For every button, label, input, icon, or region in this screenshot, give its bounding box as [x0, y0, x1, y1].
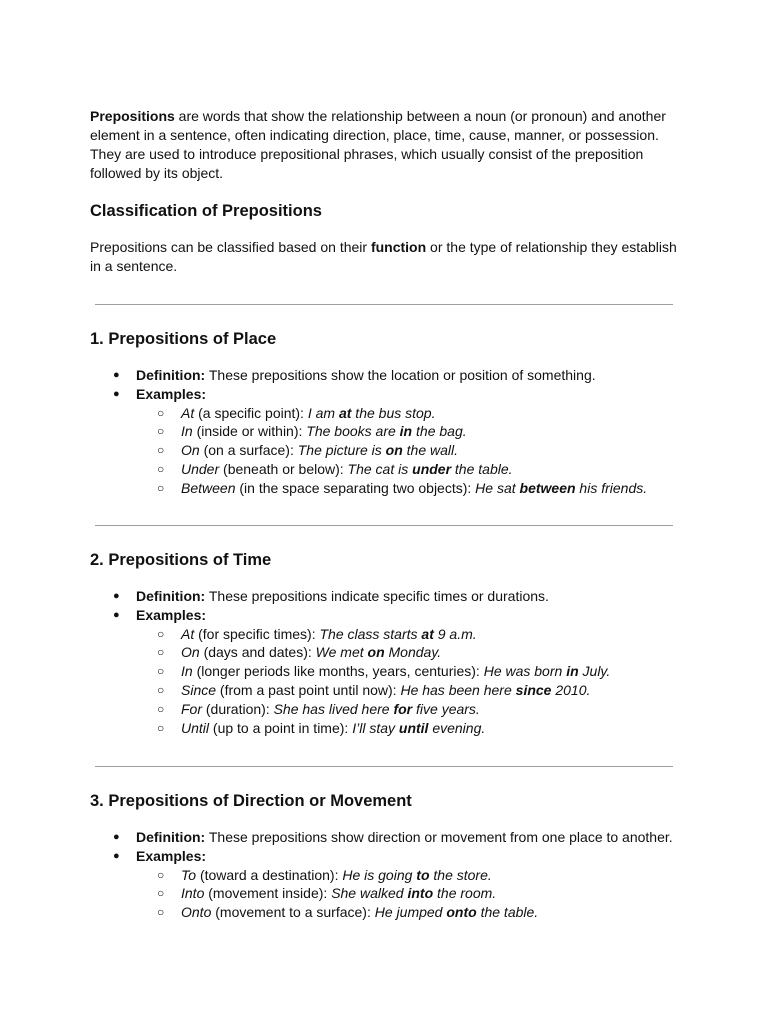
example-sentence-bold: into — [407, 885, 434, 902]
example-sentence-bold: on — [385, 442, 403, 459]
circle-bullet-icon: ○ — [157, 720, 165, 735]
circle-bullet-icon: ○ — [157, 701, 165, 716]
example-description: (in the space separating two objects): — [235, 479, 476, 496]
examples-label: Examples: — [136, 606, 207, 623]
intro-term: Prepositions — [90, 108, 175, 124]
example-description: (beneath or below): — [219, 460, 348, 477]
example-item — [90, 643, 710, 662]
section-list-direction — [90, 828, 710, 922]
circle-bullet-icon: ○ — [157, 645, 165, 660]
examples-item — [90, 606, 710, 738]
example-item — [90, 681, 710, 700]
example-word: At — [181, 625, 195, 642]
circle-bullet-icon: ○ — [157, 682, 165, 697]
example-description: (for specific times): — [194, 625, 320, 642]
bullet-icon: ● — [113, 831, 120, 843]
examples-list — [136, 404, 710, 498]
example-sentence — [400, 682, 590, 698]
example-sentence-post: July. — [578, 663, 611, 680]
section-heading-place: 1. Prepositions of Place — [90, 330, 277, 348]
example-sentence-post: the table. — [451, 460, 513, 477]
circle-bullet-icon: ○ — [157, 405, 165, 420]
example-sentence-bold: between — [519, 479, 576, 496]
example-word: Since — [181, 681, 217, 698]
example-sentence — [306, 423, 466, 439]
example-sentence-pre: The cat is — [347, 460, 413, 477]
example-item — [90, 719, 710, 738]
example-description: (up to a point in time): — [209, 719, 353, 736]
example-description: (days and dates): — [199, 644, 316, 661]
example-sentence-post: the wall. — [402, 442, 459, 459]
example-sentence — [352, 720, 485, 736]
example-sentence — [331, 885, 496, 901]
circle-bullet-icon: ○ — [157, 461, 165, 476]
example-sentence-pre: I’ll stay — [352, 719, 399, 736]
example-word: Under — [181, 460, 220, 477]
circle-bullet-icon: ○ — [157, 905, 165, 920]
example-sentence-bold: on — [367, 644, 385, 661]
example-word: In — [181, 423, 193, 440]
definition-text: These prepositions show the location or position of something. — [205, 367, 596, 383]
example-item — [90, 884, 710, 903]
example-word: At — [181, 404, 195, 421]
example-sentence-bold: at — [338, 404, 352, 421]
definition-label: Definition: — [136, 367, 206, 383]
circle-bullet-icon: ○ — [157, 626, 165, 641]
example-word: In — [181, 663, 193, 680]
example-sentence-bold: under — [412, 460, 452, 477]
section-heading-time: 2. Prepositions of Time — [90, 551, 272, 569]
example-description: (movement inside): — [204, 885, 332, 902]
example-word: Between — [181, 479, 236, 496]
circle-bullet-icon: ○ — [157, 664, 165, 679]
example-sentence — [298, 442, 458, 458]
section-list-place — [90, 366, 710, 498]
example-item — [90, 903, 710, 922]
example-sentence-pre: He sat — [475, 479, 520, 496]
definition-item — [90, 366, 710, 385]
circle-bullet-icon: ○ — [157, 867, 165, 882]
example-sentence-post: the table. — [476, 904, 539, 921]
example-sentence-post: evening. — [428, 719, 486, 736]
example-sentence — [484, 663, 611, 679]
example-sentence-bold: in — [566, 663, 579, 680]
example-sentence-pre: The books are — [306, 423, 400, 440]
intro-text: are words that show the relationship between a noun (or pronoun) and another element in a sentence, often indicating direction, place, time, cause, manner, or possession. They are used to introduce prepositional phrases, which usually consist of the preposition followed by its object. — [90, 108, 666, 181]
example-item — [90, 441, 710, 460]
example-sentence-pre: She walked — [331, 885, 408, 902]
example-description: (on a surface): — [199, 442, 298, 459]
examples-item — [90, 385, 710, 498]
example-word: On — [181, 644, 200, 661]
bullet-icon: ● — [113, 369, 120, 381]
section-list-time — [90, 587, 710, 737]
example-sentence-pre: We met — [315, 644, 368, 661]
example-sentence-bold: to — [416, 866, 430, 883]
example-description: (duration): — [202, 700, 274, 717]
example-description: (from a past point until now): — [216, 681, 401, 698]
horizontal-rule — [95, 766, 673, 767]
horizontal-rule — [95, 525, 673, 526]
example-sentence-post: his friends. — [575, 479, 648, 496]
classification-emphasis: function — [370, 239, 427, 255]
example-sentence — [319, 626, 476, 642]
example-sentence-post: 2010. — [551, 681, 591, 698]
example-description: (inside or within): — [192, 423, 307, 440]
section-heading-direction: 3. Prepositions of Direction or Movement — [90, 792, 412, 810]
definition-text: These prepositions indicate specific times or durations. — [205, 588, 549, 604]
examples-item — [90, 847, 710, 922]
examples-label: Examples: — [136, 847, 207, 864]
example-word: Onto — [181, 904, 212, 921]
example-sentence-post: five years. — [412, 700, 480, 717]
bullet-icon: ● — [113, 387, 120, 400]
definition-item — [90, 828, 710, 847]
example-sentence — [308, 405, 436, 421]
example-sentence — [475, 480, 647, 496]
example-sentence-post: the bus stop. — [351, 404, 436, 421]
circle-bullet-icon: ○ — [157, 886, 165, 901]
example-sentence — [316, 644, 442, 660]
definition-label: Definition: — [136, 588, 206, 604]
circle-bullet-icon: ○ — [157, 480, 165, 495]
example-sentence-pre: He has been here — [400, 681, 516, 698]
example-sentence — [342, 867, 491, 883]
classification-text-before: Prepositions can be classified based on their — [90, 239, 371, 255]
example-item — [90, 625, 710, 644]
example-sentence-bold: at — [421, 625, 434, 642]
example-sentence-pre: She has lived here — [273, 700, 394, 717]
example-sentence-bold: onto — [446, 904, 477, 921]
example-sentence-post: 9 a.m. — [433, 625, 477, 642]
example-item — [90, 662, 710, 681]
example-word: On — [181, 442, 200, 459]
example-word: To — [181, 866, 197, 883]
example-sentence-bold: since — [515, 681, 552, 698]
example-word: Into — [181, 885, 205, 902]
example-item — [90, 460, 710, 479]
example-sentence-pre: He jumped — [374, 904, 447, 921]
example-word: Until — [181, 719, 210, 736]
circle-bullet-icon: ○ — [157, 443, 165, 458]
example-sentence — [274, 701, 480, 717]
horizontal-rule — [95, 304, 673, 305]
circle-bullet-icon: ○ — [157, 424, 165, 439]
example-description: (longer periods like months, years, centuries): — [192, 663, 484, 680]
bullet-icon: ● — [113, 590, 120, 602]
bullet-icon: ● — [113, 608, 120, 621]
intro-paragraph — [90, 107, 680, 183]
classification-paragraph — [90, 238, 680, 276]
definition-item — [90, 587, 710, 606]
example-item — [90, 700, 710, 719]
classification-heading: Classification of Prepositions — [90, 202, 322, 220]
examples-list — [136, 866, 710, 922]
example-sentence-pre: He was born — [483, 663, 567, 680]
example-word: For — [181, 700, 202, 717]
example-sentence-post: Monday. — [384, 644, 442, 661]
example-item — [90, 479, 710, 498]
bullet-icon: ● — [113, 849, 120, 862]
example-sentence-bold: for — [393, 700, 413, 717]
definition-label: Definition: — [136, 829, 206, 845]
definition-text: These prepositions show direction or movement from one place to another. — [205, 829, 673, 845]
examples-list — [136, 625, 710, 738]
example-sentence-pre: The class starts — [319, 625, 422, 642]
example-sentence-post: the bag. — [412, 423, 467, 440]
classification-text-after: or the type of relationship they establish in a sentence. — [90, 239, 677, 274]
example-sentence-bold: until — [398, 719, 429, 736]
example-sentence — [348, 461, 513, 477]
example-sentence-post: the room. — [433, 885, 497, 902]
example-sentence — [375, 904, 538, 920]
example-sentence-pre: The picture is — [297, 442, 386, 459]
example-description: (a specific point): — [194, 404, 308, 421]
example-sentence-pre: I am — [307, 404, 339, 421]
example-description: (movement to a surface): — [211, 904, 375, 921]
example-description: (toward a destination): — [196, 866, 343, 883]
examples-label: Examples: — [136, 385, 207, 402]
example-sentence-bold: in — [399, 423, 413, 440]
example-item — [90, 404, 710, 423]
example-item — [90, 422, 710, 441]
example-item — [90, 866, 710, 885]
example-sentence-pre: He is going — [342, 866, 417, 883]
example-sentence-post: the store. — [429, 866, 492, 883]
